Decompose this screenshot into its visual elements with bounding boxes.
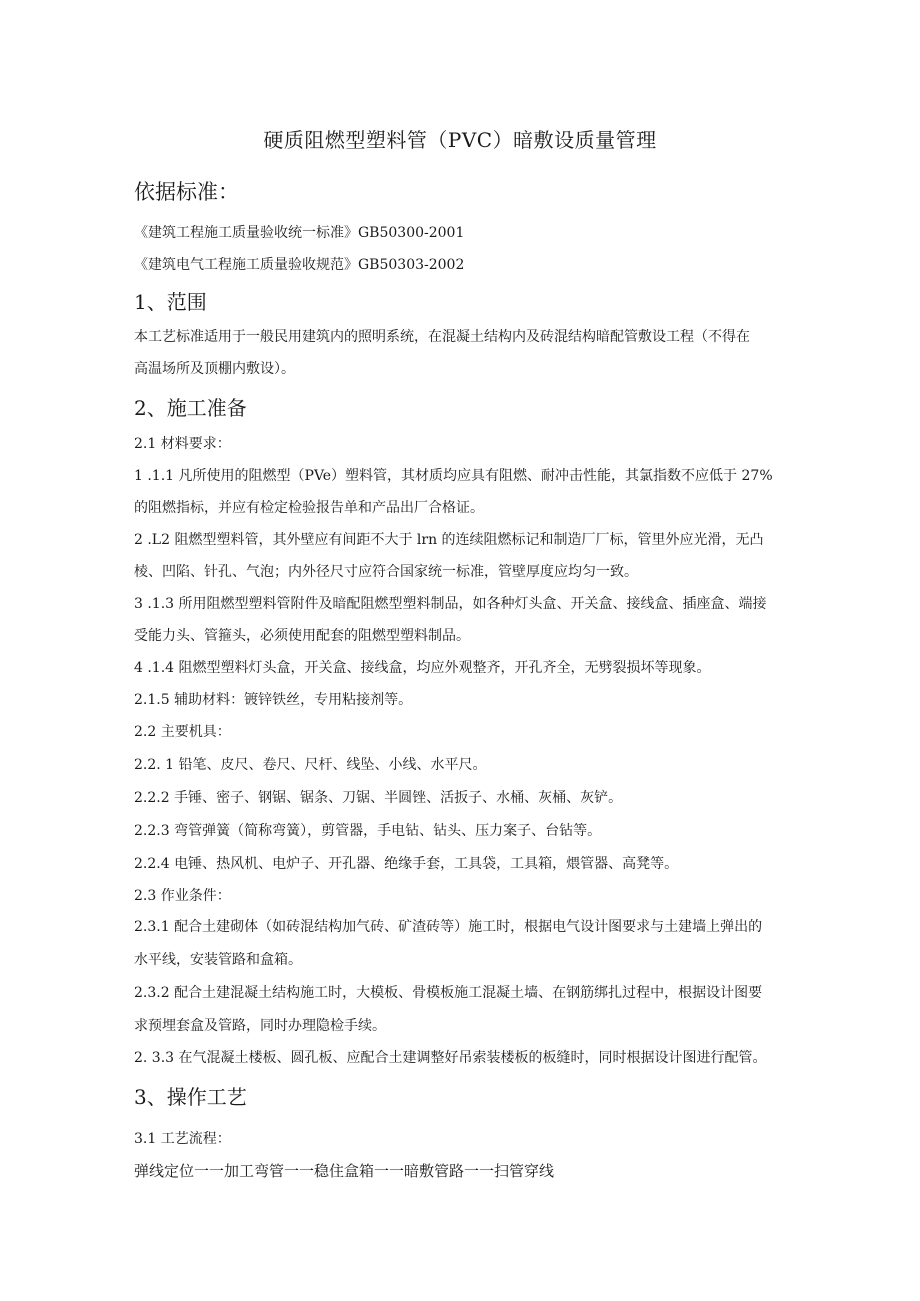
document-title: 硬质阻燃型塑料管（PVC）暗敷设质量管理	[263, 128, 657, 152]
paragraph-line: 1 .1.1 凡所使用的阻燃型（PVe）塑料管，其材质均应具有阻燃、耐冲击性能，其氯指数不应低于 27%	[134, 468, 773, 484]
paragraph-line: 受能力头、管箍头，必须使用配套的阻燃型塑料制品。	[134, 628, 470, 644]
paragraph-line: 2. 3.3 在气混凝土楼板、圆孔板、应配合土建调整好吊索装楼板的板缝时，同时根据设计图进行配管。	[134, 1050, 767, 1066]
standard-item: 《建筑电气工程施工质量验收规范》GB50303-2002	[134, 257, 465, 273]
paragraph-line: 的阻燃指标，并应有检定检验报告单和产品出厂合格证。	[134, 500, 484, 516]
paragraph-line: 求预埋套盒及管路，同时办理隐检手续。	[134, 1018, 386, 1034]
section-heading-scope: 1、范围	[134, 290, 207, 314]
paragraph-line: 4 .1.4 阻燃型塑料灯头盒，开关盒、接线盒，均应外观整齐，开孔齐全，无劈裂损坏等现象。	[134, 660, 711, 676]
paragraph-line: 2.1.5 辅助材料：镀锌铁丝，专用粘接剂等。	[134, 692, 413, 708]
paragraph-line: 2.3.2 配合土建混凝土结构施工时，大模板、骨模板施工混凝土墙、在钢筋绑扎过程中，根据设计图要	[134, 985, 763, 1001]
paragraph-line: 高温场所及顶棚内敷设）。	[134, 361, 295, 377]
section-heading-preparation: 2、施工准备	[134, 396, 247, 420]
section-heading-process: 3、操作工艺	[134, 1085, 247, 1109]
paragraph-line: 2.2.3 弯管弹簧（简称弯簧），剪管器，手电钻、钻头、压力案子、台钻等。	[134, 823, 602, 839]
paragraph-line: 水平线，安装管路和盒箱。	[134, 952, 302, 968]
paragraph-line: 3 .1.3 所用阻燃型塑料管附件及暗配阻燃型塑料制品，如各种灯头盒、开关盒、接线盒、插座盒、端接	[134, 596, 767, 612]
paragraph-line: 棱、凹陷、针孔、气泡；内外径尺寸应符合国家统一标准，管壁厚度应均匀一致。	[134, 564, 638, 580]
paragraph-line: 3.1 工艺流程：	[134, 1131, 231, 1147]
paragraph-line: 2.3 作业条件：	[134, 888, 231, 904]
paragraph-line: 2 .L2 阻燃型塑料管，其外壁应有间距不大于 lrn 的连续阻燃标记和制造厂厂标，管里外应光滑，无凸	[134, 532, 764, 548]
paragraph-line: 2.2.2 手锤、密子、钢锯、锯条、刀锯、半圆锉、活扳子、水桶、灰桶、灰铲。	[134, 790, 623, 806]
paragraph-line: 2.3.1 配合土建砌体（如砖混结构加气砖、矿渣砖等）施工时，根据电气设计图要求与土建墙上弹出的	[134, 919, 763, 935]
standard-item: 《建筑工程施工质量验收统一标准》GB50300-2001	[134, 225, 465, 241]
paragraph-line: 2.2. 1 铅笔、皮尺、卷尺、尺杆、线坠、小线、水平尺。	[134, 757, 487, 773]
basis-heading: 依据标准：	[134, 180, 239, 204]
process-flow-line: 弹线定位一一加工弯管一一稳住盒箱一一暗敷管路一一扫管穿线	[134, 1162, 555, 1180]
paragraph-line: 2.2.4 电锤、热风机、电炉子、开孔器、绝缘手套，工具袋，工具箱，煨管器、高凳等。	[134, 856, 679, 872]
paragraph-line: 2.1 材料要求：	[134, 436, 231, 452]
paragraph-line: 本工艺标准适用于一般民用建筑内的照明系统，在混凝土结构内及砖混结构暗配管敷设工程（不得在	[134, 329, 750, 345]
paragraph-line: 2.2 主要机具：	[134, 724, 231, 740]
